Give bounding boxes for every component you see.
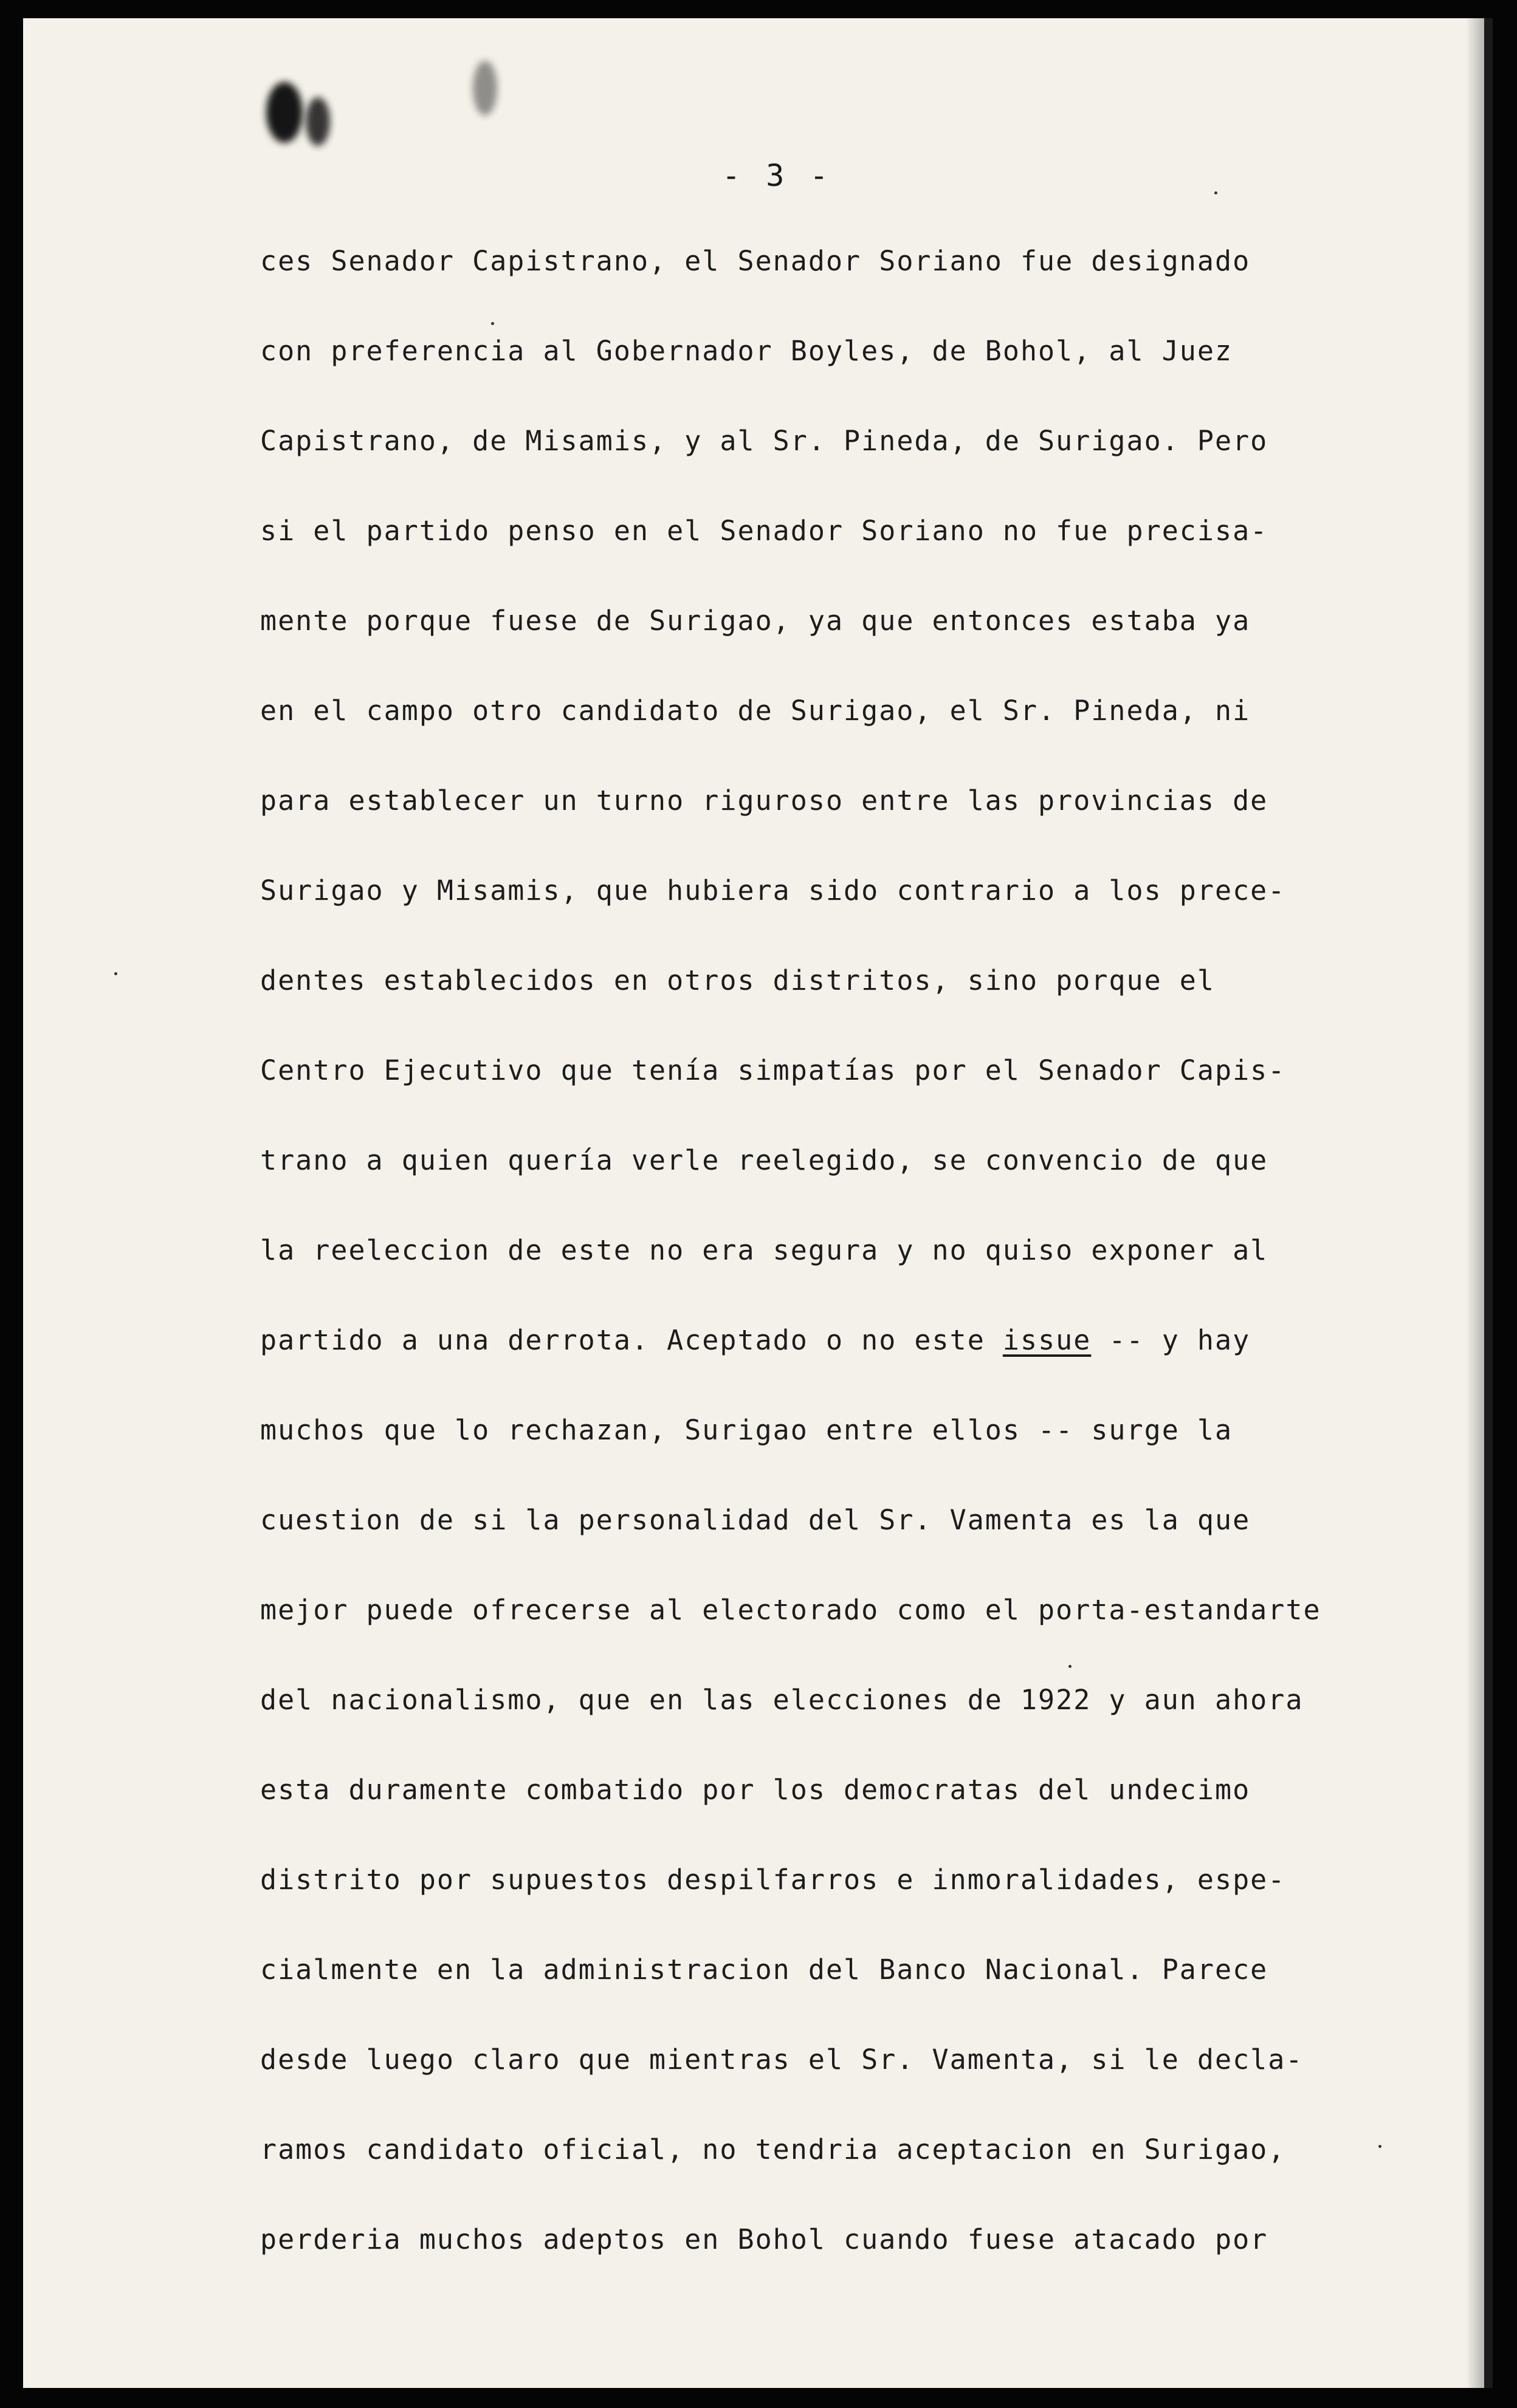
paper-speck bbox=[1068, 1665, 1072, 1668]
text-line-13-end: -- y hay bbox=[1091, 1324, 1251, 1356]
text-line-11: trano a quien quería verle reelegido, se convencio de que bbox=[260, 1144, 1268, 1176]
paper-speck bbox=[491, 322, 494, 325]
text-line-22: ramos candidato oficial, no tendria aceptacion en Surigao, bbox=[260, 2133, 1286, 2166]
typed-text-body bbox=[260, 243, 1464, 2311]
text-line-19: distrito por supuestos despilfarros e inmoralidades, espe- bbox=[260, 1864, 1286, 1896]
text-line-6: en el campo otro candidato de Surigao, el Sr. Pineda, ni bbox=[260, 695, 1251, 727]
ink-blot bbox=[473, 61, 497, 115]
text-line-15: cuestion de si la personalidad del Sr. Vamenta es la que bbox=[260, 1504, 1251, 1536]
text-line-13 bbox=[260, 1322, 1464, 1412]
text-line-17: del nacionalismo, que en las elecciones de 1922 y aun ahora bbox=[260, 1684, 1304, 1716]
page-edge-shadow bbox=[1466, 18, 1484, 2388]
paper-speck bbox=[1214, 191, 1217, 194]
ink-blot bbox=[266, 82, 303, 143]
paper-speck bbox=[114, 972, 117, 975]
ink-blot bbox=[306, 97, 330, 146]
text-line-3: Capistrano, de Misamis, y al Sr. Pineda, de Surigao. Pero bbox=[260, 425, 1268, 457]
text-line-16: mejor puede ofrecerse al electorado como el porta-estandarte bbox=[260, 1594, 1321, 1626]
text-line-4: si el partido penso en el Senador Soriano no fue precisa- bbox=[260, 515, 1268, 547]
text-line-2: con preferencia al Gobernador Boyles, de Bohol, al Juez bbox=[260, 335, 1233, 367]
paper-speck bbox=[1378, 2145, 1381, 2148]
document-page bbox=[23, 18, 1493, 2388]
text-line-13-start: partido a una derrota. Aceptado o no este bbox=[260, 1324, 1003, 1356]
text-line-5: mente porque fuese de Surigao, ya que entonces estaba ya bbox=[260, 605, 1251, 637]
text-line-9: dentes establecidos en otros distritos, sino porque el bbox=[260, 964, 1215, 996]
text-line-7: para establecer un turno riguroso entre las provincias de bbox=[260, 784, 1268, 817]
text-line-18: esta duramente combatido por los democratas del undecimo bbox=[260, 1774, 1251, 1806]
text-line-12: la reeleccion de este no era segura y no quiso exponer al bbox=[260, 1234, 1268, 1266]
text-line-23: perderia muchos adeptos en Bohol cuando fuese atacado por bbox=[260, 2223, 1268, 2255]
text-line-1: ces Senador Capistrano, el Senador Soriano fue designado bbox=[260, 245, 1251, 277]
underlined-word-issue: issue bbox=[1002, 1324, 1092, 1356]
text-line-21: desde luego claro que mientras el Sr. Vamenta, si le decla- bbox=[260, 2043, 1304, 2076]
page-number: - 3 - bbox=[722, 158, 832, 193]
text-line-20: cialmente en la administracion del Banco Nacional. Parece bbox=[260, 1953, 1268, 1986]
text-line-14: muchos que lo rechazan, Surigao entre ellos -- surge la bbox=[260, 1414, 1233, 1446]
text-line-10: Centro Ejecutivo que tenía simpatías por el Senador Capis- bbox=[260, 1054, 1286, 1086]
text-line-8: Surigao y Misamis, que hubiera sido contrario a los prece- bbox=[260, 874, 1286, 907]
